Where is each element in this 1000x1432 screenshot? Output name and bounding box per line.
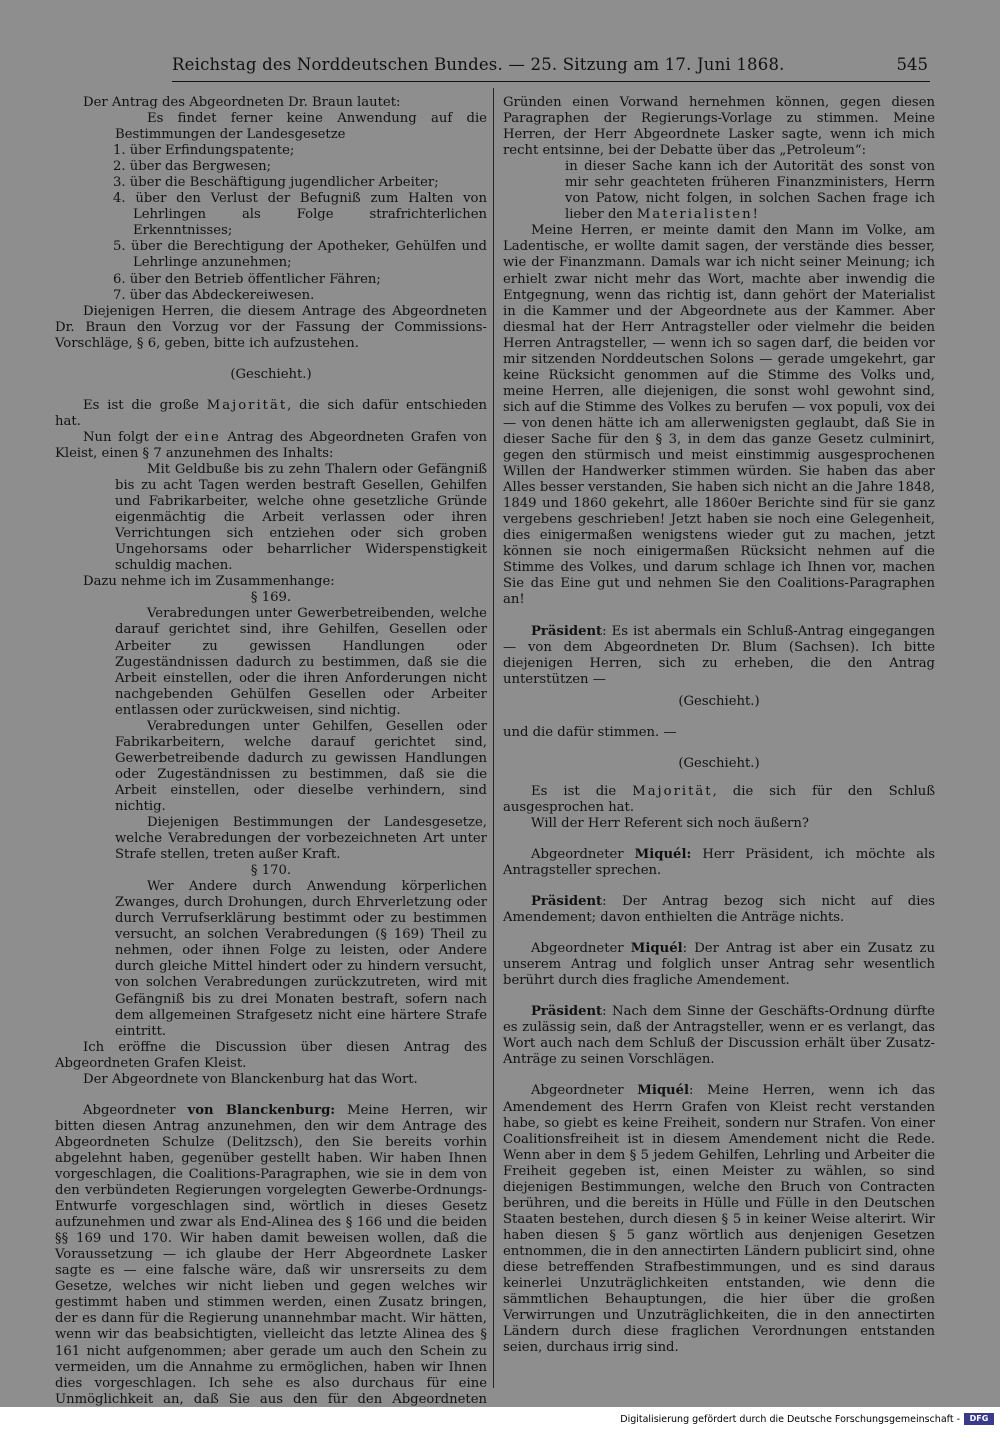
quoted-paragraph: Verabredungen unter Gewerbetreibenden, welche darauf gerichtet sind, ihre Gehilfen, Gesellen oder Arbeiter zu gewissen Handlungen oder Zugeständnissen dadurch zu bestimmen, daß sie die Arbeit einstellen, oder die ihren Anforderungen nicht nachgebenden Gehülfen Gesellen oder Arbeiter entlassen oder zurückweisen, sind nichtig.	[115, 606, 487, 718]
quoted-paragraph: Verabredungen unter Gehilfen, Gesellen oder Fabrikarbeitern, welche darauf gerichtet sind, Gewerbetreibende dadurch zu gewissen Handlungen oder Zugeständnissen zu bestimmen, daß sie die Arbeit einstellen, oder dieselbe verhindern, sind nichtig.	[115, 718, 487, 814]
stage-direction: (Geschieht.)	[230, 366, 312, 382]
left-column	[55, 95, 487, 1424]
speech-paragraph: Abgeordneter Miquél: Der Antrag ist aber ein Zusatz zu unserem Antrag und folglich unser Antrag sehr wesentlich berührt durch dies fragliche Amendement.	[503, 941, 935, 989]
speech-paragraph: Präsident: Es ist abermals ein Schluß-Antrag eingegangen — von dem Abgeordneten Dr. Blum (Sachsen). Ich bitte diejenigen Herren, sich zu erheben, die den Antrag unterstützen —	[503, 623, 935, 687]
list-item: 4. über den Verlust der Befugniß zum Halten von Lehrlingen als Folge strafrichterlichen Erkenntnisses;	[113, 191, 487, 239]
paragraph: Dazu nehme ich im Zusammenhange:	[83, 574, 335, 590]
list-item: 1. über Erfindungspatente;	[113, 143, 295, 159]
list-item: 2. über das Bergwesen;	[113, 159, 272, 175]
speech-paragraph: Abgeordneter Miquél: Herr Präsident, ich möchte als Antragsteller sprechen.	[503, 846, 936, 879]
speech-paragraph: Präsident: Der Antrag bezog sich nicht auf dies Amendement; davon enthielten die Anträge nichts.	[503, 894, 935, 926]
list-item: 5. über die Berechtigung der Apotheker, Gehülfen und Lehrlinge anzunehmen;	[113, 239, 487, 271]
paragraph: Diejenigen Herren, die diesem Antrage des Abgeordneten Dr. Braun den Vorzug vor der Fassung der Commissions-Vorschläge, § 6, geben, bitte ich aufzustehen.	[55, 303, 487, 351]
paragraph: Nun folgt der eine Antrag des Abgeordneten Grafen von Kleist, einen § 7 anzunehmen des Inhalts:	[55, 429, 488, 461]
header-title: Reichstag des Norddeutschen Bundes. — 25. Sitzung am 17. Juni 1868.	[172, 55, 785, 74]
paragraph: Der Abgeordnete von Blanckenburg hat das Wort.	[83, 1071, 418, 1087]
speech-paragraph: Abgeordneter Miquél: Meine Herren, wenn ich das Amendement des Herrn Grafen von Kleist recht verstanden habe, so giebt es keine Freiheit, sondern nur Strafen. Von einer Coalitionsfreiheit ist in diesem Amendement nicht die Rede. Wenn aber in dem § 5 jedem Gehilfen, Lehrling und Arbeiter die Freiheit gegeben ist, einen Meister zu wählen, so sind diejenigen Bestimmungen, welche den Bruch von Contracten berühren, und die bereits in Hülle und Fülle in den Deutschen Staaten bestehen, durch diesen § 5 in keiner Weise alterirt. Wir haben diesen § 5 ganz wörtlich aus denjenigen Gesetzen entnommen, die in den annectirten Ländern publicirt sind, ohne diese betreffenden Strafbestimmungen, und es sind daraus keinerlei Unzuträglichkeiten entstanden, wie denn die sämmtlichen Behauptungen, die hier über die großen Verwirrungen und Unzuträglichkeiten, die in den annectirten Ländern durch diese fraglichen Verordnungen entstanden seien, durchaus irrig sind.	[503, 1083, 936, 1356]
funding-credit: Digitalisierung gefördert durch die Deutsche Forschungsgemeinschaft -	[620, 1414, 960, 1425]
paragraph: und die dafür stimmen. —	[503, 724, 677, 740]
paragraph: Ich eröffne die Discussion über diesen Antrag des Abgeordneten Grafen Kleist.	[55, 1039, 487, 1071]
digitization-footer	[0, 1407, 1000, 1432]
paragraph: Meine Herren, er meinte damit den Mann im Volke, am Ladentische, er wollte damit sagen, der verstände dies besser, wie der Finanzmann. Damals war ich nicht seiner Meinung; ich erhielt zwar nicht mehr das Wort, machte aber inwendig die Entgegnung, wenn das richtig ist, dann gehört der Materialist in die Kammer und der Abgeordnete aus der Kammer. Aber diesmal hat der Herr Antragsteller oder vielmehr die beiden Herren Antragsteller, — wenn ich so sagen darf, die beiden vor mir sitzenden Norddeutschen Solons — gerade umgekehrt, gar keine Rücksicht genommen auf die Stimme des Volks und, meine Herren, alle diejenigen, die sonst wohl gewohnt sind, sich auf die Stimme des Volkes zu berufen — vox populi, vox dei — von denen hätte ich am allerwenigsten geglaubt, daß Sie in dieser Sache für den § 3, in dem das ganze Gesetz culminirt, gegen den stürmisch und meist einstimmig ausgesprochenen Willen der Handwerker stimmen würden. Sie haben das aber Alles besser verstanden, Sie haben sich nicht an die Jahre 1848, 1849 und 1860 gekehrt, alle 1860er Berichte sind für sie ganz vergebens geschrieben! Jetzt haben sie noch eine Gelegenheit, dies einigermaßen wenigstens wieder gut zu machen, jetzt können sie noch einigermaßen Rücksicht nehmen auf die Stimme des Volkes, und darum schlage ich Ihnen vor, machen Sie das Eine gut und nehmen Sie den Coalitions-Paragraphen an!	[503, 223, 935, 608]
quoted-paragraph: in dieser Sache kann ich der Autorität des sonst von mir sehr geachteten früheren Finanzministers, Herrn von Patow, nicht folgen, in solchen Sachen frage ich lieber den Materialisten!	[565, 159, 935, 223]
paragraph: Gründen einen Vorwand hernehmen können, gegen diesen Paragraphen der Regierungs-Vorlage zu stimmen. Meine Herren, der Herr Abgeordnete Lasker sagte, wenn ich mich recht entsinne, bei der Debatte über das „Petroleum“:	[503, 95, 935, 159]
list-item: 3. über die Beschäftigung jugendlicher Arbeiter;	[113, 175, 439, 191]
stage-direction: (Geschieht.)	[678, 755, 760, 771]
paragraph: Will der Herr Referent sich noch äußern?	[531, 815, 809, 831]
quoted-paragraph: Diejenigen Bestimmungen der Landesgesetze, welche Verabredungen der vorbezeichneten Art unter Strafe stellen, treten außer Kraft.	[115, 815, 487, 863]
column-divider	[493, 88, 494, 1388]
speech-paragraph: Abgeordneter von Blanckenburg: Meine Herren, wir bitten diesen Antrag anzunehmen, den wir dem Antrage des Abgeordneten Schulze (Delitzsch), den Sie bereits vorhin abgelehnt haben, gegenüber gestellt haben. Wir haben Ihnen vorgeschlagen, die Coalitions-Paragraphen, wie sie in dem von den verbündeten Regierungen vorgelegten Gewerbe-Ordnungs-Entwurfe vorgeschlagen sind, wörtlich in dieses Gesetz aufzunehmen und zwar als End-Alinea des § 166 und die beiden §§ 169 und 170. Wir haben damit beweisen wollen, daß die Voraussetzung — ich glaube der Herr Abgeordnete Lasker sagte es — eine falsche wäre, daß wir unsrerseits zu dem Gesetze, welches wir nicht lieben und gegen welches wir gestimmt haben und stimmen werden, einen Zusatz bringen, der es dann für die Regierung unannehmbar macht. Wir hätten, wenn wir das beabsichtigten, vielleicht das letzte Alinea des § 161 nicht aufgenommen; aber gerade um auch den Schein zu vermeiden, um die Annahme zu ermöglichen, haben wir Ihnen dies vorgeschlagen. Ich sehe es also durchaus für eine Unmöglichkeit an, daß Sie aus den für den Abgeordneten	[55, 1102, 487, 1407]
header-rule	[172, 81, 930, 82]
running-header	[172, 55, 932, 79]
paragraph: Es ist die große Majorität, die sich dafür entschieden hat.	[55, 397, 487, 429]
stage-direction: (Geschieht.)	[678, 693, 760, 709]
paragraph: Es ist die Majorität, die sich für den Schluß ausgesprochen hat.	[503, 783, 936, 815]
speech-paragraph: Präsident: Nach dem Sinne der Geschäfts-Ordnung dürfte es zulässig sein, daß der Antragsteller, wenn er es verlangt, das Wort auch nach dem Schluß der Discussion erhält über Zusatz-Anträge zu seinen Vorschlägen.	[503, 1004, 935, 1068]
right-column	[503, 95, 935, 1356]
page-number: 545	[896, 55, 928, 74]
paragraph: Der Antrag des Abgeordneten Dr. Braun lautet:	[83, 95, 401, 110]
section-heading: § 170.	[250, 863, 292, 879]
quoted-paragraph: Es findet ferner keine Anwendung auf die Bestimmungen der Landesgesetze	[115, 111, 487, 143]
quoted-paragraph: Mit Geldbuße bis zu zehn Thalern oder Gefängniß bis zu acht Tagen werden bestraft Gesellen, Gehilfen und Fabrikarbeiter, welche ohne gesetzliche Gründe eigenmächtig die Arbeit verlassen oder ihren Verrichtungen sich entziehen oder sich groben Ungehorsams oder beharrlicher Widerspenstigkeit schuldig machen.	[115, 461, 487, 574]
quoted-paragraph: Wer Andere durch Anwendung körperlichen Zwanges, durch Drohungen, durch Ehrverletzung oder durch Verrufserklärung bestimmt oder zu bestimmen versucht, an solchen Verabredungen (§ 169) Theil zu nehmen, oder ihnen Folge zu leisten, oder Andere durch gleiche Mittel hindert oder zu hindern versucht, von solchen Verabredungen zurückzutreten, wird mit Gefängniß bis zu drei Monaten bestraft, sofern nach dem allgemeinen Strafgesetz nicht eine härtere Strafe eintritt.	[115, 879, 487, 1039]
section-heading: § 169.	[250, 590, 292, 606]
list-item: 7. über das Abdeckereiwesen.	[113, 287, 315, 303]
dfg-logo: DFG	[964, 1413, 994, 1425]
list-item: 6. über den Betrieb öffentlicher Fähren;	[113, 271, 381, 287]
